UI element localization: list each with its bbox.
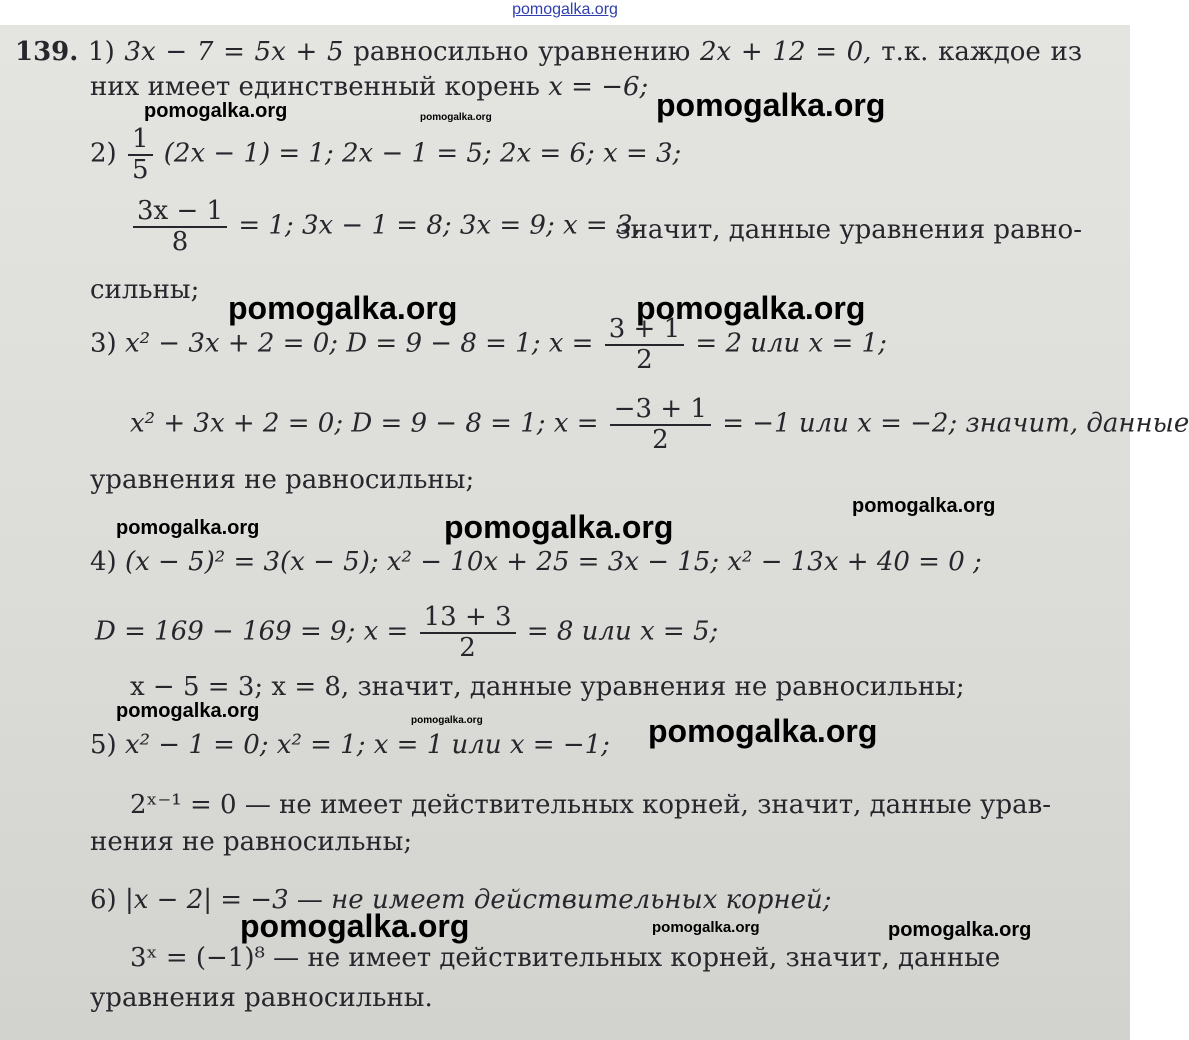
watermark: pomogalka.org <box>444 509 674 545</box>
watermark: pomogalka.org <box>652 919 760 936</box>
watermark: pomogalka.org <box>116 700 260 722</box>
part-1-text: равносильно уравнению <box>353 37 691 67</box>
fraction-numerator: 3x − 1 <box>133 197 227 228</box>
part-3-equation-2: x² + 3x + 2 = 0; D = 9 − 8 = 1; x = <box>130 408 599 439</box>
watermark: pomogalka.org <box>656 87 886 123</box>
part-1-equation-2: 2x + 12 = 0, <box>700 37 872 67</box>
part-3-label: 3) <box>90 328 117 359</box>
part-1-root: x = −6; <box>548 72 649 102</box>
part-4-discriminant: D = 169 − 169 = 9; x = <box>95 616 409 647</box>
top-bar <box>0 0 1130 25</box>
part-2-fraction-2 <box>133 197 227 256</box>
part-4-line-1 <box>90 547 982 577</box>
part-4-fraction <box>420 603 516 662</box>
problem-1-line-1 <box>15 37 1082 67</box>
part-5-line-3: нения не равносильны; <box>90 827 413 857</box>
part-4-label: 4) <box>90 547 117 577</box>
part-1-line-2-text: них имеет единственный корень <box>90 72 540 102</box>
fraction-numerator: −3 + 1 <box>610 395 711 426</box>
part-5-equation: x² − 1 = 0; x² = 1; x = 1 или x = −1; <box>124 730 610 760</box>
watermark: pomogalka.org <box>636 290 866 326</box>
part-6-equation: |x − 2| = −3 — не имеет действительных корней; <box>124 885 832 915</box>
part-2-line-3: сильны; <box>90 275 200 305</box>
part-6-line-2: 3ˣ = (−1)⁸ — не имеет действительных корней, значит, данные <box>130 943 1001 973</box>
fraction-denominator: 2 <box>652 424 669 455</box>
part-5-line-2: 2ˣ⁻¹ = 0 — не имеет действительных корней, значит, данные урав- <box>130 790 1052 820</box>
part-2-label: 2) <box>90 138 117 169</box>
part-3-result-2: = −1 или x = −2; значит, данные <box>722 408 1189 439</box>
part-3-equation: x² − 3x + 2 = 0; D = 9 − 8 = 1; x = <box>124 328 594 359</box>
part-1-tail: т.к. каждое из <box>881 37 1082 67</box>
watermark: pomogalka.org <box>240 908 470 944</box>
fraction-denominator: 2 <box>459 632 476 663</box>
problem-number: 139. <box>15 37 79 67</box>
part-2-line-1 <box>90 125 681 184</box>
fraction-denominator: 5 <box>131 154 149 185</box>
part-2-line-2 <box>130 197 1082 256</box>
watermark: pomogalka.org <box>116 517 260 539</box>
part-6-label: 6) <box>90 885 117 915</box>
part-3-result: = 2 или x = 1; <box>695 328 887 359</box>
site-link[interactable]: pomogalka.org <box>512 1 618 18</box>
part-3-fraction-2 <box>610 395 711 454</box>
part-1-label: 1) <box>88 37 115 67</box>
part-3-line-3: уравнения не равносильны; <box>90 465 475 495</box>
fraction-numerator: 13 + 3 <box>420 603 516 634</box>
watermark: pomogalka.org <box>888 919 1032 941</box>
part-3-line-2 <box>130 395 1189 454</box>
part-4-result: = 8 или x = 5; <box>526 616 719 647</box>
fraction-denominator: 2 <box>636 344 653 375</box>
textbook-page-photo <box>0 25 1189 1040</box>
part-1-equation: 3x − 7 = 5x + 5 <box>124 37 344 67</box>
watermark: pomogalka.org <box>411 715 483 726</box>
watermark: pomogalka.org <box>420 112 492 123</box>
watermark: pomogalka.org <box>144 100 288 122</box>
part-2-equations: (2x − 1) = 1; 2x − 1 = 5; 2x = 6; x = 3; <box>163 138 682 169</box>
problem-1-line-2 <box>90 72 648 102</box>
part-2-equations-2: = 1; 3x − 1 = 8; 3x = 9; x = 3, <box>238 210 641 241</box>
watermark: pomogalka.org <box>228 290 458 326</box>
part-4-equation: (x − 5)² = 3(x − 5); x² − 10x + 25 = 3x − 15; x² − 13x + 40 = 0 ; <box>124 547 982 577</box>
part-2-fraction <box>128 125 153 184</box>
watermark: pomogalka.org <box>648 713 878 749</box>
fraction-numerator: 3 + 1 <box>605 315 684 346</box>
fraction-numerator: 1 <box>128 125 153 156</box>
part-5-line-1 <box>90 730 610 760</box>
watermark: pomogalka.org <box>852 495 996 517</box>
part-5-label: 5) <box>90 730 117 760</box>
part-4-line-3: x − 5 = 3; x = 8, значит, данные уравнения не равносильны; <box>130 672 965 702</box>
part-2-conclusion: значит, данные уравнения равно- <box>616 215 1082 245</box>
part-4-line-2 <box>95 603 718 662</box>
part-6-line-3: уравнения равносильны. <box>90 983 433 1013</box>
fraction-denominator: 8 <box>171 226 189 257</box>
